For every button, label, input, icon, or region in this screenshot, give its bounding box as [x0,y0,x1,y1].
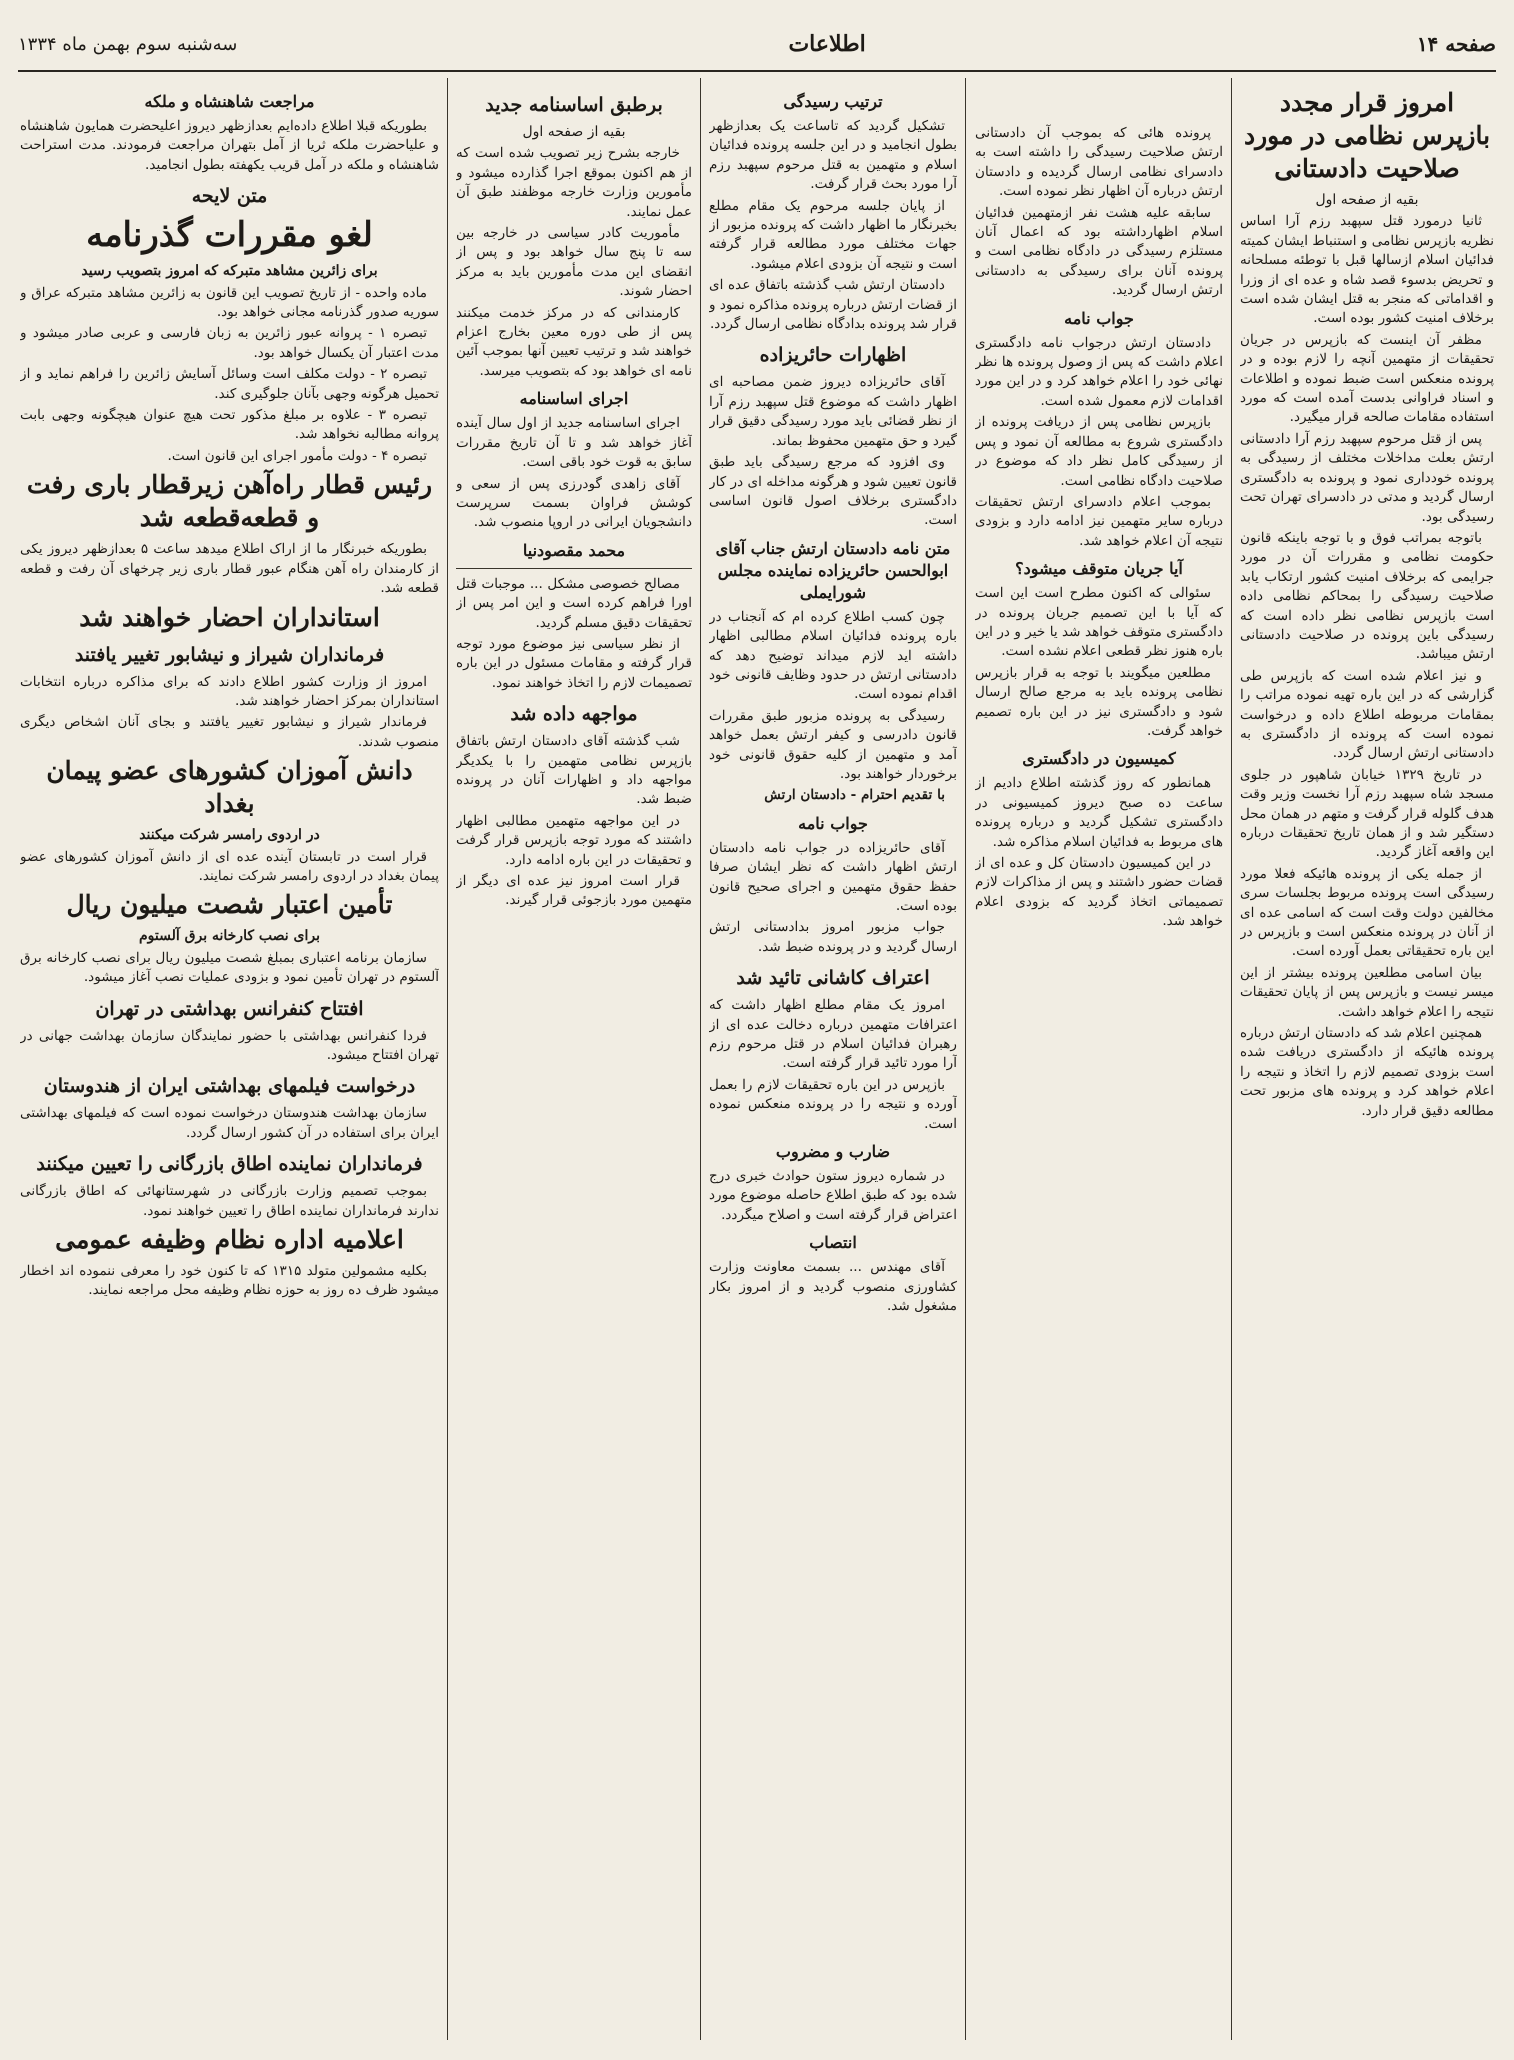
paragraph: ماده واحده - از تاریخ تصویب این قانون به زائرین مشاهد متبرکه عراق و سوریه صدور گذرنامه مجانی خواهد بود. [20,284,439,321]
paragraph: تبصره ۱ - پروانه عبور زائرین به زبان فارسی و عربی صادر میشود و مدت اعتبار آن یکسال خواهد بود. [20,325,439,361]
section-heading: متن لایحه [191,185,268,208]
paragraph: تشکیل گردید که تاساعت یک بعدازظهر بطول انجامید و در این جلسه پرونده فدائیان اسلام و متهمین به قتل مرحوم سپهبد رزم آرا مورد بحث قرار گرفت. [709,118,957,193]
page-number: صفحه ۱۴ [1416,32,1496,56]
paragraph: شب گذشته آقای دادستان ارتش باتفاق بازپرس نظامی متهمین را با یکدیگر مواجهه داد و اظهارات آنان در پرونده ضبط شد. [456,733,692,808]
section-heading: تأمین اعتبار شصت میلیون ریال [66,890,393,920]
column-5 [20,84,439,2036]
section-heading: جواب نامه [1064,308,1134,328]
paragraph: قرار است امروز نیز عده ای دیگر از متهمین مورد بازجوئی قرار گیرند. [456,873,692,909]
paragraph: سابقه علیه هشت نفر ازمتهمین فدائیان اسلام اظهارداشته بود که اعمال آنان مستلزم رسیدگی در دادگاه نظامی است و پرونده آنان برای رسیدگی به دادستانی ارتش ارسال گردید. [975,204,1223,299]
paragraph: تبصره ۳ - علاوه بر مبلغ مذکور تحت هیچ عنوان هیچگونه وجهی بابت پروانه مطالبه نخواهد شد. [20,407,439,443]
paragraph: چون کسب اطلاع کرده ام که آنجناب در باره پرونده فدائیان اسلام مطالبی اظهار داشته اید لازم میداند توضیح دهد که دادستانی ارتش در حدود وظایف قانونی خود اقدام نموده است. [709,608,957,703]
paragraph: ثانیا درمورد قتل سپهبد رزم آرا اساس نظریه بازپرس نظامی و استنباط ایشان کمیته فدائیان اسلام ازسالها قبل با توطئه مسلحانه و تحریض بدسوء قصد شاه و عده ای از وزرا و اقداماتی که منجر به قتل ایشان شده است برخلاف امنیت کشور بوده است. [1240,213,1494,327]
paragraph: قرار است در تابستان آینده عده ای از دانش آموزان کشورهای عضو پیمان بغداد در اردوی رامسر شرکت نمایند. [20,848,439,884]
paragraph: تبصره ۴ - دولت مأمور اجرای این قانون است. [167,447,427,464]
paragraph: پرونده هائی که بموجب آن دادستانی ارتش صلاحیت رسیدگی را داشته است به دادسرای نظامی ارسال گردیده و دادستان ارتش درباره آن اظهار نظر نموده است. [975,125,1223,200]
section-subheading: برای نصب کارخانه برق آلستوم [138,928,320,945]
paragraph: همچنین اعلام شد که دادستان ارتش درباره پرونده هائیکه از دادگستری دریافت شده است بزودی تصمیم لازم را اتخاذ و نتیجه را اعلام خواهد کرد و پرونده های مزبور تحت مطالعه دقیق قرار دارد. [1240,1025,1494,1119]
paragraph: در این کمیسیون دادستان کل و عده ای از قضات حضور داشتند و پس از مذاکرات لازم تصمیماتی اتخاذ گردید که بزودی اعلام خواهد شد. [975,855,1223,930]
section-heading: جواب نامه [798,813,868,833]
section-subheading: در اردوی رامسر شرکت میکنند [139,827,320,844]
paragraph: در این مواجهه متهمین مطالبی اظهار داشتند که مورد توجه بازپرس قرار گرفت و تحقیقات در این باره ادامه دارد. [456,812,692,868]
paragraph: سازمان برنامه اعتباری بمبلغ شصت میلیون ریال برای نصب کارخانه برق آلستوم در تهران تأمین نمود و بزودی عملیات نصب آغاز میشود. [20,949,439,986]
paragraph: آقای حائریزاده دیروز ضمن مصاحبه ای اظهار داشت که موضوع قتل سپهبد رزم آرا از نظر قضائی باید مورد رسیدگی دقیق قرار گیرد و حق متهمین محفوظ بماند. [709,374,957,449]
section-heading: اعلامیه اداره نظام وظیفه عمومی [55,1225,404,1254]
paragraph: فردا کنفرانس بهداشتی با حضور نمایندگان سازمان بهداشت جهانی در تهران افتتاح میشود. [20,1027,439,1063]
column-rule [1231,78,1232,2040]
paragraph: کارمندانی که در مرکز خدمت میکنند پس از طی دوره معین بخارج اعزام خواهند شد و ترتیب تعیین آنها بموجب آئین نامه ای خواهد بود که بتصویب میرسد. [456,304,692,379]
paragraph: مأموریت کادر سیاسی در خارجه بین سه تا پنج سال خواهد بود و پس از انقضای این مدت مأمورین باید به مرکز احضار شوند. [456,225,692,300]
paragraph: باتوجه بمراتب فوق و با توجه باینکه قانون حکومت نظامی و مقررات آن در مورد جرایمی که برخلاف امنیت کشور ارتکاب یابد صلاحیت رسیدگی را بمحاکم نظامی داده است بازپرس نظامی نظر داده است که رسیدگی باین پرونده در صلاحیت دادستانی ارتش میباشد. [1240,529,1494,663]
column-3 [709,84,957,2036]
section-heading: افتتاح کنفرانس بهداشتی در تهران [95,997,364,1020]
paragraph: آقای حائریزاده در جواب نامه دادستان ارتش اظهار داشت که نظر ایشان صرفا حفظ حقوق متهمین و اجرای صحیح قانون بوده است. [709,839,957,914]
paragraph: جواب مزبور امروز بدادستانی ارتش ارسال گردید و در پرونده ضبط شد. [709,919,957,955]
paragraph: بیان اسامی مطلعین پرونده بیشتر از این میسر نیست و بازپرس پس از پایان تحقیقات نتیجه را اعلام خواهد داشت. [1240,964,1494,1020]
paragraph: پس از قتل مرحوم سپهبد رزم آرا دادستانی ارتش بعلت مداخلات مختلف از رسیدگی به پرونده خودداری نمود و پرونده به دادگستری ارسال گردید و مدتی در دادسرای تهران تحت رسیدگی بود. [1240,430,1494,525]
paragraph: دادستان ارتش درجواب نامه دادگستری اعلام داشت که پس از وصول پرونده ها نظر نهائی خود را اعلام خواهد کرد و در این مورد اقدامات لازم معمول شده است. [975,334,1223,409]
signature: محمد مقصودنیا [522,540,626,560]
paragraph: رسیدگی به پرونده مزبور طبق مقررات قانون دادرسی و کیفر ارتش بعمل خواهد آمد و متهمین از کلیه حقوق قانونی خود برخوردار خواهند بود. [709,707,957,782]
section-heading: متن نامه دادستان ارتش جناب آقای ابوالحسن حائریزاده نماینده مجلس شورایملی [715,538,951,602]
continued-note: بقیه از صفحه اول [1315,192,1419,208]
section-heading: فرمانداران نماینده اطاق بازرگانی را تعیین میکنند [36,1153,423,1176]
section-heading: درخواست فیلمهای بهداشتی ایران از هندوستان [43,1075,416,1098]
paragraph: مصالح خصوصی مشکل ... موجبات قتل اورا فراهم کرده است و این امر پس از تحقیقات دقیق مسلم گردید. [456,575,692,631]
paragraph: فرماندار شیراز و نیشابور تغییر یافتند و بجای آنان اشخاص دیگری منصوب شدند. [20,714,439,750]
law-subheading: برای زائرین مشاهد متبرکه که امروز بتصویب رسید [81,263,378,280]
main-headline: امروز قرار مجدد بازپرس نظامی در مورد صلاحیت دادستانی [1243,88,1491,183]
paragraph: بموجب تصمیم وزارت بازرگانی در شهرستانهائی که اطاق بازرگانی ندارند فرمانداران نماینده اطاق را تعیین خواهند نمود. [20,1183,439,1219]
column-rule [965,78,966,2040]
paragraph: وی افزود که مرجع رسیدگی باید طبق قانون تعیین شود و هرگونه مداخله ای در کار دادگستری برخلاف اصول قانون اساسی است. [709,454,957,529]
section-heading: انتصاب [809,1233,857,1253]
paragraph: دادستان ارتش شب گذشته باتفاق عده ای از قضات ارتش درباره پرونده مذاکره نمود و قرار شد پرونده بدادگاه نظامی ارسال گردد. [709,277,957,333]
column-1 [1240,84,1494,2036]
column-rule [700,78,701,2040]
paragraph: سئوالی که اکنون مطرح است این است که آیا با این تصمیم جریان پرونده در دادگستری متوقف خواهد شد یا خیر و در این باره هنوز نظر قطعی اعلام نشده است. [975,585,1223,660]
column-2 [975,84,1223,2036]
paragraph: بازپرس نظامی پس از دریافت پرونده از دادگستری شروع به مطالعه آن نمود و پس از رسیدگی کامل نظر داد که موضوع در صلاحیت دادگاه نظامی است. [975,414,1223,489]
paragraph: بکلیه مشمولین متولد ۱۳۱۵ که تا کنون خود را معرفی ننموده اند اخطار میشود ظرف ده روز به حوزه نظام وظیفه محل مراجعه نمایند. [20,1263,439,1299]
paragraph: بطوریکه خبرنگار ما از اراک اطلاع میدهد ساعت ۵ بعدازظهر دیروز یکی از کارمندان راه آهن هنگام عبور قطار باری زیر چرخهای آن رفت و قطعه قطعه شد. [20,541,439,597]
section-heading: ضارب و مضروب [775,1142,891,1162]
paragraph: در تاریخ ۱۳۲۹ خیابان شاهپور در جلوی مسجد شاه سپهبد رزم آرا نخست وزیر وقت هدف گلوله قرار گرفت و متهم در همان محل دستگیر شد و از همان تاریخ تحقیقات درباره این واقعه آغاز گردید. [1240,766,1494,861]
paragraph: مظفر آن اینست که بازپرس در جریان تحقیقات از متهمین آنچه را لازم بوده و در پرونده منعکس است ضبط نموده و اطلاعات و اسناد فراوانی بدست آمده است که مورد استفاده مقامات صالحه قرار میگیرد. [1240,331,1494,426]
section-heading: برطبق اساسنامه جدید [485,94,663,116]
section-heading: مواجهه داده شد [510,703,638,726]
paragraph: و نیز اعلام شده است که بازپرس طی گزارشی که در این باره تهیه نموده مراتب را بمقامات مربوطه اطلاع داده و درخواست نموده است که پرونده از دادگستری به دادستانی ارتش ارسال گردد. [1240,667,1494,762]
paragraph: از جمله یکی از پرونده هائیکه فعلا مورد رسیدگی است پرونده مربوط بجلسات سری مخالفین دولت وقت است که اسامی عده ای از آنان در پرونده منعکس است و بازپرس در این باره تحقیقاتی بعمل آورده است. [1240,865,1494,960]
continued-note: بقیه از صفحه اول [522,124,626,140]
section-heading: کمیسیون در دادگستری [1022,749,1176,769]
paragraph: امروز از وزارت کشور اطلاع دادند که برای مذاکره درباره انتخابات استانداران بمرکز احضار خواهند شد. [20,673,439,709]
paragraph: همانطور که روز گذشته اطلاع دادیم از ساعت ده صبح دیروز کمیسیونی در دادگستری تشکیل گردید و درباره پرونده های مربوط به فدائیان اسلام مذاکره شد. [975,775,1223,850]
masthead [18,18,1496,72]
paragraph: بطوریکه قبلا اطلاع داده‌ایم بعدازظهر دیروز اعلیحضرت همایون شاهنشاه و علیاحضرت ملکه ثریا از آمل بتهران مراجعت فرمودند. مدت استراحت شاهنشاه و ملکه در آمل قریب یکهفته بطول انجامید. [20,118,439,173]
section-heading: اعتراف کاشانی تائید شد [736,967,930,990]
section-heading: رئیس قطار راه‌آهن زیرقطار باری رفت و قطعه‌قطعه شد [26,470,433,533]
law-headline: لغو مقررات گذرنامه [86,215,373,256]
section-heading: استانداران احضار خواهند شد [79,602,380,632]
newspaper-name: اطلاعات [788,31,866,57]
paragraph: سازمان بهداشت هندوستان درخواست نموده است که فیلمهای بهداشتی ایران برای استفاده در آن کشور ارسال گردد. [20,1105,439,1141]
section-heading: مراجعت شاهنشاه و ملکه [144,92,315,111]
section-heading: دانش آموزان کشورهای عضو پیمان بغداد [46,756,413,819]
paragraph: مطلعین میگویند با توجه به قرار بازپرس نظامی پرونده باید به مرجع صالح ارسال شود و دادگستری نیز در این باره تصمیم خواهد گرفت. [975,664,1223,739]
paragraph: اجرای اساسنامه جدید از اول سال آینده آغاز خواهد شد و تا آن تاریخ مقررات سابق به قوت خود باقی است. [456,415,692,471]
paragraph: بموجب اعلام دادسرای ارتش تحقیقات درباره سایر متهمین نیز ادامه دارد و بزودی نتیجه آن اعلام خواهد شد. [975,493,1223,549]
signature: با تقدیم احترام - دادستان ارتش [764,787,945,804]
section-heading: اجرای اساسنامه [519,389,629,409]
paragraph: آقای زاهدی گودرزی پس از سعی و کوشش فراوان بسمت سرپرست دانشجویان ایرانی در اروپا منصوب شد. [456,475,692,531]
paragraph: تبصره ۲ - دولت مکلف است وسائل آسایش زائرین را فراهم نماید و از تحمیل هرگونه وجهی بآنان جلوگیری کند. [20,366,439,402]
section-heading: فرمانداران شیراز و نیشابور تغییر یافتند [74,643,385,666]
paragraph: امروز یک مقام مطلع اظهار داشت که اعترافات متهمین درباره دخالت عده ای از رهبران فدائیان اسلام در قتل مرحوم رزم آرا مورد تائید قرار گرفته است. [709,997,957,1072]
section-heading: آیا جریان متوقف میشود؟ [1015,559,1183,579]
paragraph: از پایان جلسه مرحوم یک مقام مطلع بخبرنگار ما اظهار داشت که پرونده مزبور از جهات مختلف مورد مطالعه قرار گرفته است و نتیجه آن بزودی اعلام میشود. [709,197,957,272]
paragraph: از نظر سیاسی نیز موضوع مورد توجه قرار گرفته و مقامات مسئول در این باره تصمیمات لازم را اتخاذ خواهند نمود. [456,635,692,691]
paragraph: آقای مهندس ... بسمت معاونت وزارت کشاورزی منصوب گردید و از امروز بکار مشغول شد. [709,1259,957,1315]
issue-date: سه‌شنبه سوم بهمن ماه ۱۳۳۴ [18,33,238,55]
section-heading: ترتیب رسیدگی [783,92,883,111]
column-rule [447,78,448,2040]
paragraph: بازپرس در این باره تحقیقات لازم را بعمل آورده و نتیجه را در پرونده منعکس نموده است. [709,1076,957,1132]
paragraph: خارجه بشرح زیر تصویب شده است که از هم اکنون بموقع اجرا گذارده میشود و مأمورین وزارت خارجه موظفند طبق آن عمل نمایند. [456,145,692,220]
paragraph: در شماره دیروز ستون حوادث خبری درج شده بود که طبق اطلاع حاصله موضوع مورد اعتراض قرار گرفته است و اصلاح میگردد. [709,1168,957,1223]
column-4 [456,84,692,2036]
divider [456,568,692,569]
section-heading: اظهارات حائریزاده [759,344,907,367]
